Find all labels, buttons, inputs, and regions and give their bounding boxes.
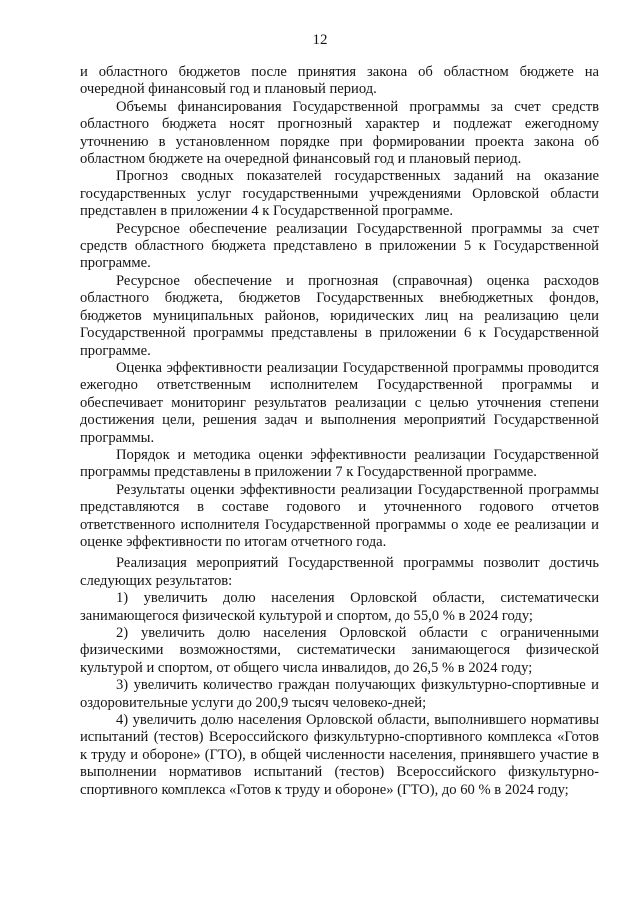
page-number: 12 <box>312 32 328 48</box>
paragraph-expected-results-intro: Реализация мероприятий Государственной программы позволит достичь следующих результатов: <box>80 555 599 589</box>
list-item-result-2: 2) увеличить долю населения Орловской области с ограниченными физическими возможностями, систематически занимающегося физической культурой и спортом, от общего числа инвалидов, до 26,5 % в 2024 году; <box>80 625 599 676</box>
paragraph-expense-estimate: Ресурсное обеспечение и прогнозная (справочная) оценка расходов областного бюджета, бюджетов Государственных внебюджетных фондов, бюджетов муниципальных районов, юридических лиц на реализацию цели Государственной программы представлены в приложении 6 к Государственной программе. <box>80 272 599 359</box>
paragraph-state-tasks-forecast: Прогноз сводных показателей государственных заданий на оказание государственных услуг государственными учреждениями Орловской области представлен в приложении 4 к Государственной программе. <box>80 168 599 220</box>
paragraph-funding-volumes: Объемы финансирования Государственной программы за счет средств областного бюджета носят прогнозный характер и подлежат ежегодному уточнению в установленном порядке при формировании проекта закона об областном бюджете на очередной финансовый год и плановый период. <box>80 98 599 168</box>
list-item-result-3: 3) увеличить количество граждан получающих физкультурно-спортивные и оздоровительные услуги до 200,9 тысяч человеко-дней; <box>80 677 599 711</box>
list-item-result-1: 1) увеличить долю населения Орловской области, систематически занимающегося физической культурой и спортом, до 55,0 % в 2024 году; <box>80 590 599 624</box>
paragraph-efficiency-evaluation: Оценка эффективности реализации Государственной программы проводится ежегодно ответственным исполнителем Государственной программы и обеспечивает мониторинг результатов реализации с целью уточнения степени достижения цели, решения задач и выполнения мероприятий Государственной программы. <box>80 359 599 446</box>
paragraph-budget-continuation: и областного бюджетов после принятия закона об областном бюджете на очередной финансовый год и плановый период. <box>80 64 599 98</box>
document-body <box>80 64 599 799</box>
list-item-result-4: 4) увеличить долю населения Орловской области, выполнившего нормативы испытаний (тестов) Всероссийского физкультурно-спортивного комплекса «Готов к труду и обороне» (ГТО), в общей численности населения, принявшего участие в выполнении нормативов испытаний (тестов) Всероссийского физкультурно-спортивного комплекса «Готов к труду и обороне» (ГТО), до 60 % в 2024 году; <box>80 712 599 798</box>
paragraph-evaluation-method: Порядок и методика оценки эффективности реализации Государственной программы представлены в приложении 7 к Государственной программе. <box>80 446 599 481</box>
paragraph-resource-provision: Ресурсное обеспечение реализации Государственной программы за счет средств областного бюджета представлено в приложении 5 к Государственной программе. <box>80 220 599 272</box>
paragraph-evaluation-results: Результаты оценки эффективности реализации Государственной программы представляются в составе годового и уточненного годового отчетов ответственного исполнителя Государственной программы о ходе ее реализации и оценке эффективности по итогам отчетного года. <box>80 481 599 550</box>
